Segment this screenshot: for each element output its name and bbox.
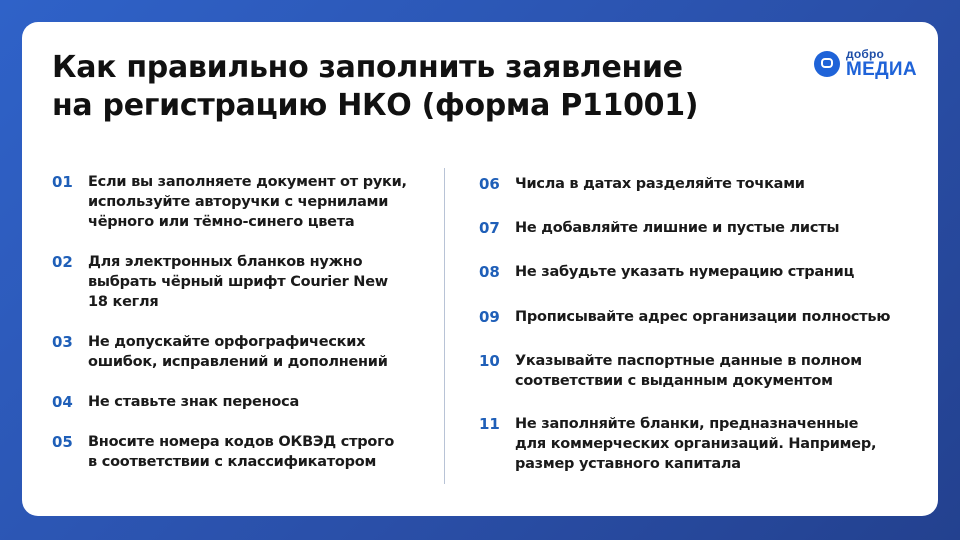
item-number: 05 bbox=[52, 433, 73, 451]
item-number: 10 bbox=[479, 352, 500, 370]
item-text-line: Для электронных бланков нужно bbox=[88, 254, 363, 270]
title-line-2: на регистрацию НКО (форма Р11001) bbox=[52, 88, 699, 123]
item-text bbox=[515, 414, 876, 474]
item-text-line: 18 кегля bbox=[88, 294, 159, 310]
item-text-line: Вносите номера кодов ОКВЭД строго bbox=[88, 434, 395, 450]
list-item-10 bbox=[479, 351, 862, 391]
logo-text-top: добро bbox=[846, 47, 885, 61]
item-text-line: Не ставьте знак переноса bbox=[88, 394, 299, 410]
item-text bbox=[515, 218, 839, 238]
item-text bbox=[515, 307, 890, 327]
item-text bbox=[88, 252, 388, 312]
item-text-line: Если вы заполняете документ от руки, bbox=[88, 174, 407, 190]
item-text-line: Указывайте паспортные данные в полном bbox=[515, 353, 862, 369]
item-number: 06 bbox=[479, 175, 500, 193]
item-number: 08 bbox=[479, 263, 500, 281]
item-text bbox=[88, 432, 394, 472]
speech-bubble-icon bbox=[814, 51, 840, 77]
page-title bbox=[52, 49, 772, 125]
item-text bbox=[515, 174, 805, 194]
item-text-line: Не допускайте орфографических bbox=[88, 334, 366, 350]
column-divider bbox=[444, 168, 445, 484]
item-text-line: Не забудьте указать нумерацию страниц bbox=[515, 264, 855, 280]
item-text-line: чёрного или тёмно-синего цвета bbox=[88, 214, 355, 230]
item-text-line: в соответствии с классификатором bbox=[88, 454, 377, 470]
item-text-line: Прописывайте адрес организации полностью bbox=[515, 309, 891, 325]
item-text-line: используйте авторучки с чернилами bbox=[88, 194, 389, 210]
item-number: 07 bbox=[479, 219, 500, 237]
item-text-line: ошибок, исправлений и дополнений bbox=[88, 354, 388, 370]
item-text-line: выбрать чёрный шрифт Courier New bbox=[88, 274, 388, 290]
item-text-line: Не заполняйте бланки, предназначенные bbox=[515, 416, 859, 432]
item-text-line: соответствии с выданным документом bbox=[515, 373, 833, 389]
list-item-07 bbox=[479, 218, 839, 238]
list-item-08 bbox=[479, 262, 854, 282]
item-text-line: размер уставного капитала bbox=[515, 456, 741, 472]
item-number: 11 bbox=[479, 415, 500, 433]
list-item-03 bbox=[52, 332, 388, 372]
list-item-06 bbox=[479, 174, 805, 194]
item-text bbox=[88, 332, 388, 372]
list-item-05 bbox=[52, 432, 394, 472]
item-text-line: для коммерческих организаций. Например, bbox=[515, 436, 877, 452]
list-item-01 bbox=[52, 172, 407, 232]
list-item-11 bbox=[479, 414, 876, 474]
item-number: 03 bbox=[52, 333, 73, 351]
content-card bbox=[22, 22, 938, 516]
list-item-04 bbox=[52, 392, 299, 412]
item-number: 01 bbox=[52, 173, 73, 191]
item-text bbox=[88, 172, 407, 232]
item-text bbox=[515, 262, 854, 282]
title-line-1: Как правильно заполнить заявление bbox=[52, 50, 683, 85]
logo-text bbox=[846, 48, 917, 79]
item-text bbox=[515, 351, 862, 391]
item-text-line: Не добавляйте лишние и пустые листы bbox=[515, 220, 840, 236]
list-item-09 bbox=[479, 307, 890, 327]
item-text bbox=[88, 392, 299, 412]
dobro-media-logo bbox=[814, 48, 917, 79]
item-text-line: Числа в датах разделяйте точками bbox=[515, 176, 805, 192]
item-number: 02 bbox=[52, 253, 73, 271]
list-item-02 bbox=[52, 252, 388, 312]
item-number: 04 bbox=[52, 393, 73, 411]
logo-text-bottom: МЕДИА bbox=[846, 59, 917, 80]
item-number: 09 bbox=[479, 308, 500, 326]
